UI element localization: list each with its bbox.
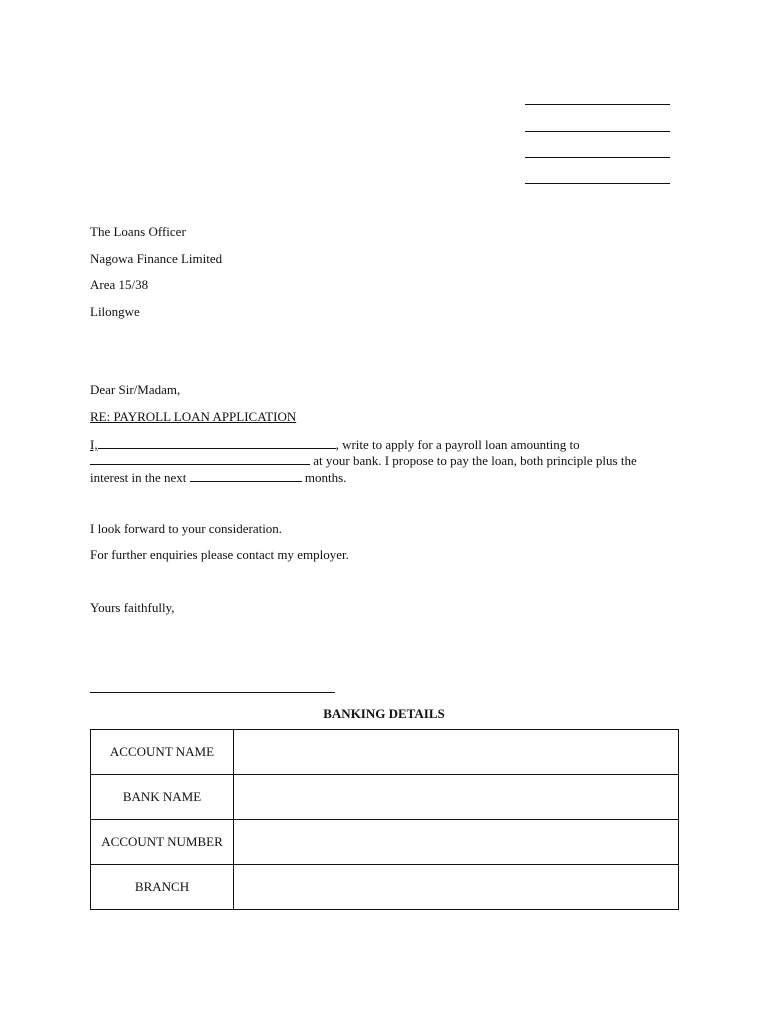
table-row [91, 730, 679, 775]
recipient-city: Lilongwe [90, 304, 140, 319]
account-name-label: ACCOUNT NAME [91, 730, 234, 775]
sender-address-line-2[interactable] [525, 131, 670, 132]
branch-label: BRANCH [91, 865, 234, 910]
body-line-3-prefix: interest in the next [90, 470, 190, 485]
signature-line[interactable] [90, 692, 335, 693]
banking-details-table [90, 729, 679, 910]
salutation: Dear Sir/Madam, [90, 382, 181, 397]
recipient-area: Area 15/38 [90, 277, 149, 292]
sender-address-line-1[interactable] [525, 104, 670, 105]
recipient-company: Nagowa Finance Limited [90, 251, 223, 266]
table-row [91, 775, 679, 820]
sender-address-line-4[interactable] [525, 183, 670, 184]
subject-line: RE: PAYROLL LOAN APPLICATION [90, 409, 297, 424]
body-line-3-suffix: months. [301, 470, 347, 485]
table-row [91, 820, 679, 865]
account-number-label: ACCOUNT NUMBER [91, 820, 234, 865]
closing-line-1: I look forward to your consideration. [90, 521, 283, 536]
banking-details-heading: BANKING DETAILS [323, 706, 445, 721]
body-line-2 [90, 452, 637, 469]
signoff: Yours faithfully, [90, 600, 175, 615]
sender-address-line-3[interactable] [525, 157, 670, 158]
bank-name-label: BANK NAME [91, 775, 234, 820]
closing-line-2: For further enquiries please contact my employer. [90, 547, 349, 562]
account-number-field[interactable] [234, 820, 679, 865]
body-line-2-suffix: at your bank. I propose to pay the loan, both principle plus the [310, 453, 637, 468]
bank-name-field[interactable] [234, 775, 679, 820]
body-line-1-prefix: I, [90, 437, 98, 452]
applicant-name-blank[interactable] [98, 436, 336, 449]
body-line-1 [90, 436, 580, 453]
months-blank[interactable] [190, 469, 302, 482]
body-line-1-suffix: , write to apply for a payroll loan amounting to [335, 437, 580, 452]
recipient-title: The Loans Officer [90, 224, 186, 239]
branch-field[interactable] [234, 865, 679, 910]
body-line-3 [90, 469, 346, 486]
account-name-field[interactable] [234, 730, 679, 775]
table-row [91, 865, 679, 910]
loan-amount-blank[interactable] [90, 452, 310, 465]
